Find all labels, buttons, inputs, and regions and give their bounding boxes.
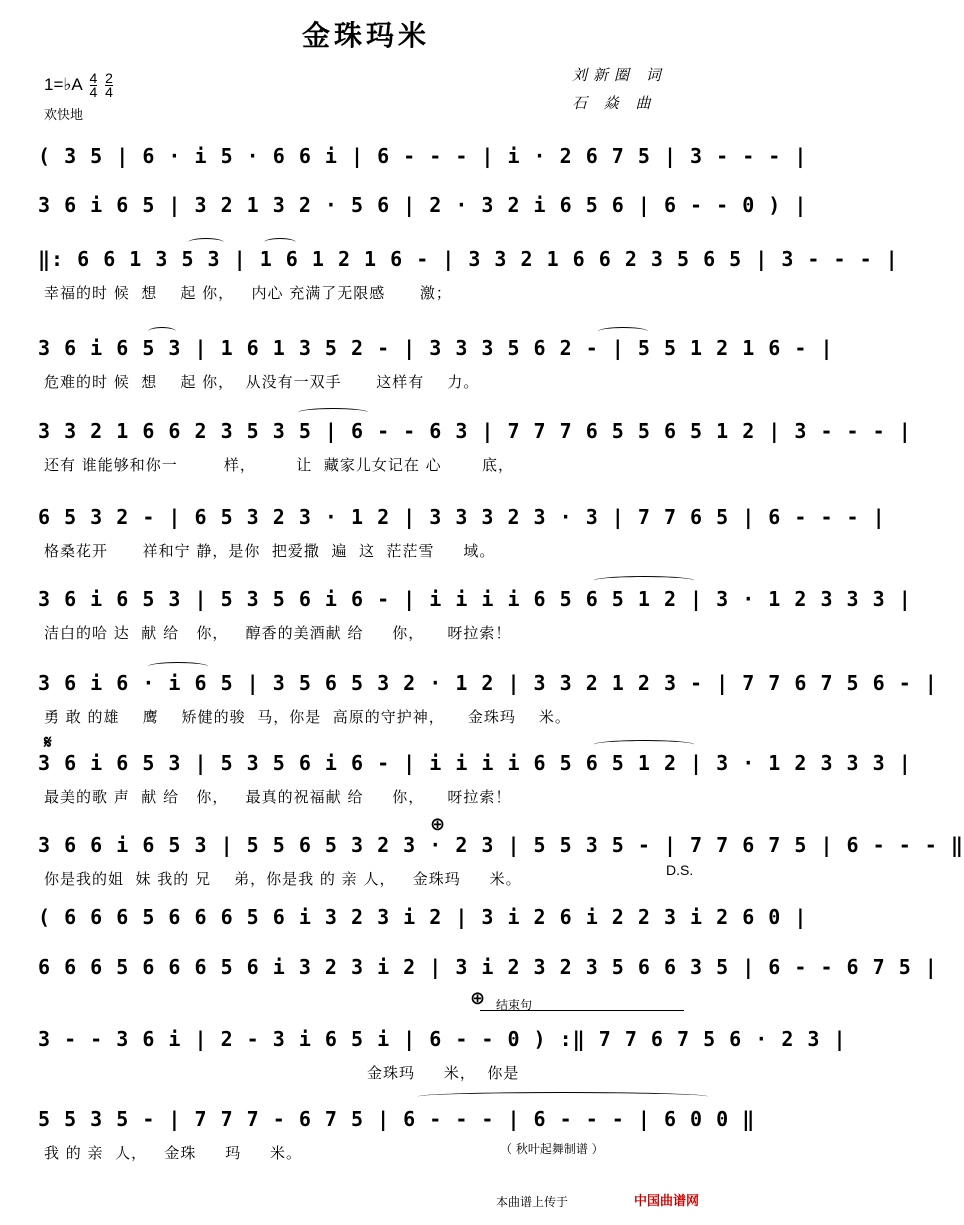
notation-line: ( 3 5 | 6 · i 5 · 6 6 i | 6 - - - | i · 2 6 7 5 | 3 - - - | xyxy=(38,144,808,168)
lyrics-line: 格桑花开 祥和宁 静，是你 把爱撒 遍 这 茫茫雪 域。 xyxy=(44,542,496,560)
notation-line: 3 3 2 1 6 6 2 3 5 3 5 | 6 - - 6 3 | 7 7 7 6 5 5 6 5 1 2 | 3 - - - | xyxy=(38,419,912,443)
time-signature-1 xyxy=(90,72,98,99)
ending-label: 结束句 xyxy=(496,998,533,1012)
notation-line: 6 5 3 2 - | 6 5 3 2 3 · 1 2 | 3 3 3 2 3 · 3 | 7 7 6 5 | 6 - - - | xyxy=(38,505,886,529)
notation-line: 3 - - 3 6 i | 2 - 3 i 6 5 i | 6 - - 0 ) :‖ 7 7 6 7 5 6 · 2 3 | xyxy=(38,1027,847,1051)
notation-line: 3 6 i 6 5 3 | 5 3 5 6 i 6 - | i i i i 6 5 6 5 1 2 | 3 · 1 2 3 3 3 | xyxy=(38,751,912,775)
notation-line: 3 6 i 6 5 3 | 5 3 5 6 i 6 - | i i i i 6 5 6 5 1 2 | 3 · 1 2 3 3 3 | xyxy=(38,587,912,611)
lyrics-line: 还有 谁能够和你一 样， 让 藏家儿女记在 心 底， xyxy=(44,456,514,474)
meter1-top: 4 xyxy=(89,70,98,86)
segno-mark: 𝄋 xyxy=(44,732,52,753)
notation-line: 6 6 6 5 6 6 6 5 6 i 3 2 3 i 2 | 3 i 2 3 2 3 5 6 6 3 5 | 6 - - 6 7 5 | xyxy=(38,955,938,979)
notation-line: 3 6 i 6 5 | 3 2 1 3 2 · 5 6 | 2 · 3 2 i 6 5 6 | 6 - - 0 ) | xyxy=(38,193,808,217)
lyrics-line: 危难的时 候 想 起 你， 从没有一双手 这样有 力。 xyxy=(44,373,480,391)
notation-line: 3 6 i 6 · i 6 5 | 3 5 6 5 3 2 · 1 2 | 3 3 2 1 2 3 - | 7 7 6 7 5 6 - | xyxy=(38,671,938,695)
long-tie xyxy=(418,1092,708,1101)
key-signature xyxy=(44,72,113,99)
ending-bracket xyxy=(480,1010,684,1011)
tempo-marking: 欢快地 xyxy=(44,108,84,123)
lyrics-line: 幸福的时 候 想 起 你， 内心 充满了无限感 激； xyxy=(44,284,452,302)
notation-line: ( 6 6 6 5 6 6 6 5 6 i 3 2 3 i 2 | 3 i 2 6 i 2 2 3 i 2 6 0 | xyxy=(38,905,808,929)
lyricist-credit: 刘新圈 词 xyxy=(572,66,667,84)
lyrics-line: 金珠玛 米， 你是 xyxy=(44,1064,520,1082)
notation-line: 3 6 i 6 5 3 | 1 6 1 3 5 2 - | 3 3 3 5 6 2 - | 5 5 1 2 1 6 - | xyxy=(38,336,834,360)
notation-line: 5 5 3 5 - | 7 7 7 - 6 7 5 | 6 - - - | 6 - - - | 6 0 0 ‖ xyxy=(38,1107,756,1131)
site-logo[interactable]: 中国曲谱网 xyxy=(634,1194,700,1209)
coda-mark-ending: ⊕ xyxy=(470,988,486,1009)
notation-line: 3 6 6 i 6 5 3 | 5 5 6 5 3 2 3 · 2 3 | 5 5 3 5 - | 7 7 6 7 5 | 6 - - - ‖ xyxy=(38,833,964,857)
meter1-bottom: 4 xyxy=(89,84,98,100)
song-title: 金珠玛米 xyxy=(301,19,430,52)
dal-segno-mark: D.S. xyxy=(666,862,694,878)
lyrics-line: 最美的歌 声 献 给 你， 最真的祝福献 给 你， 呀拉索！ xyxy=(44,788,512,806)
meter2-top: 2 xyxy=(105,70,113,86)
composer-credit: 石 焱 曲 xyxy=(572,94,657,112)
time-signature-2 xyxy=(105,72,113,99)
lyrics-line: 你是我的姐 妹 我的 兄 弟，你是我 的 亲 人， 金珠玛 米。 xyxy=(44,870,522,888)
lyrics-line: 勇 敢 的雄 鹰 矫健的骏 马，你是 高原的守护神， 金珠玛 米。 xyxy=(44,708,571,726)
coda-mark: ⊕ xyxy=(430,814,446,835)
meter2-bottom: 4 xyxy=(105,84,113,100)
transcriber-note: （ 秋叶起舞制谱 ） xyxy=(500,1142,604,1156)
key-text: 1=♭A xyxy=(44,74,82,94)
upload-text: 本曲谱上传于 xyxy=(496,1195,569,1209)
lyrics-line: 洁白的哈 达 献 给 你， 醇香的美酒献 给 你， 呀拉索！ xyxy=(44,624,512,642)
lyrics-line: 我 的 亲 人， 金珠 玛 米。 xyxy=(44,1144,303,1162)
notation-line: ‖: 6 6 1 3 5 3 | 1 6 1 2 1 6 - | 3 3 2 1 6 6 2 3 5 6 5 | 3 - - - | xyxy=(38,247,899,271)
